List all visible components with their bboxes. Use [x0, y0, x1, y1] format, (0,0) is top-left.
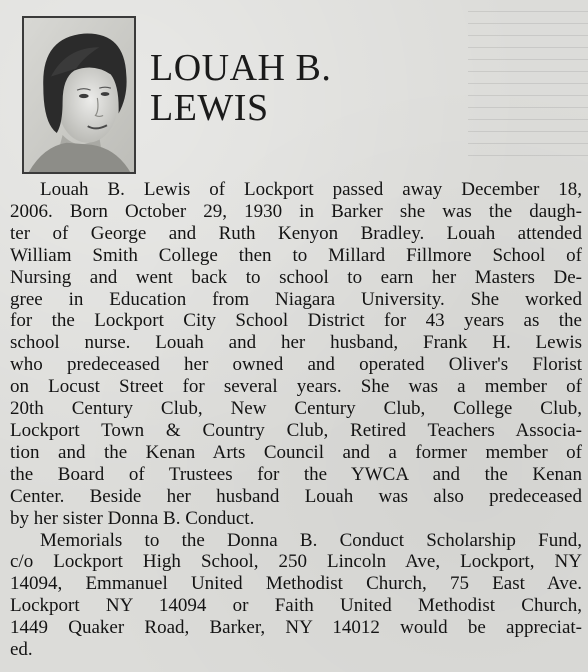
text-line: Center. Beside her husband Louah was also predeceased: [10, 485, 582, 507]
text-line: the Board of Trustees for the YWCA and the Kenan: [10, 463, 582, 485]
text-line: 20th Century Club, New Century Club, College Club,: [10, 398, 582, 420]
deceased-name-heading: [150, 48, 331, 128]
portrait-photo: [22, 16, 136, 174]
name-line-2: LEWIS: [150, 87, 269, 129]
text-line: Lockport Town & Country Club, Retired Teachers Associa-: [10, 419, 582, 441]
text-line: 2006. Born October 29, 1930 in Barker she was the daugh-: [10, 200, 582, 222]
text-line: tion and the Kenan Arts Council and a former member of: [10, 441, 582, 463]
text-line: 1449 Quaker Road, Barker, NY 14012 would be appreciat-: [10, 617, 582, 639]
text-line: for the Lockport City School District for 43 years as the: [10, 310, 582, 332]
obituary-paragraph-1: [10, 179, 582, 530]
text-line: who predeceased her owned and operated Oliver's Florist: [10, 354, 582, 376]
text-line: ter of George and Ruth Kenyon Bradley. Louah attended: [10, 222, 582, 244]
text-line: ed.: [10, 639, 33, 661]
text-line: 14094, Emmanuel United Methodist Church, 75 East Ave.: [10, 573, 582, 595]
text-line: c/o Lockport High School, 250 Lincoln Ave, Lockport, NY: [10, 551, 582, 573]
text-line: on Locust Street for several years. She was a member of: [10, 376, 582, 398]
text-line: Lockport NY 14094 or Faith United Methodist Church,: [10, 595, 582, 617]
text-line: by her sister Donna B. Conduct.: [10, 507, 255, 529]
text-line: Louah B. Lewis of Lockport passed away December 18,: [40, 179, 582, 200]
obituary-paragraph-2: [10, 530, 582, 661]
text-line: school nurse. Louah and her husband, Frank H. Lewis: [10, 332, 582, 354]
text-line: Nursing and went back to school to earn her Masters De-: [10, 266, 582, 288]
text-line: Memorials to the Donna B. Conduct Scholarship Fund,: [40, 529, 582, 551]
text-line: William Smith College then to Millard Fillmore School of: [10, 244, 582, 266]
bleed-through-texture: [428, 0, 588, 170]
name-line-1: LOUAH B.: [150, 47, 332, 89]
text-line: gree in Education from Niagara University. She worked: [10, 288, 582, 310]
obituary-body: [10, 179, 582, 661]
